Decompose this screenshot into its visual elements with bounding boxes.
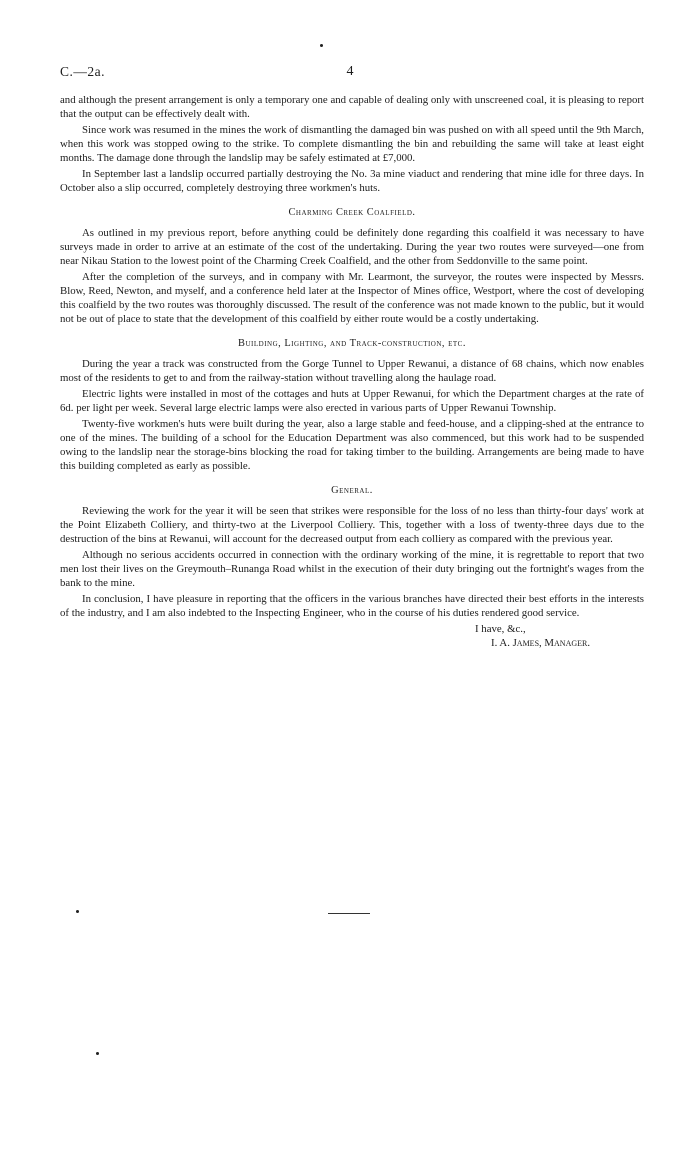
paragraph: During the year a track was constructed from the Gorge Tunnel to Upper Rewanui, a distance of 68 chains, which now enables most of the residents to get to and from the railway-station without travelling along the haulage road. — [60, 358, 644, 384]
scan-speck — [96, 1052, 99, 1055]
page-number: 4 — [346, 64, 354, 79]
paragraph: Reviewing the work for the year it will be seen that strikes were responsible for the loss of no less than thirty-four days' work at the Point Elizabeth Colliery, and thirty-two at the Liverpool Colliery. This, together with a loss of twenty-three days due to the destruction of the bins at Rewanui, will account for the decreased output from each colliery as compared with the previous year. — [60, 505, 644, 545]
scan-speck — [76, 910, 79, 913]
paragraph: Electric lights were installed in most of the cottages and huts at Upper Rewanui, for which the Department charges at the rate of 6d. per light per week. Several large electric lamps were also erected in various parts of Upper Rewanui Township. — [60, 388, 644, 414]
paragraph: In September last a landslip occurred partially destroying the No. 3a mine viaduct and rendering that mine idle for three days. In October also a slip occurred, completely destroying three workmen's huts. — [60, 168, 644, 194]
section-heading-charming-creek: Charming Creek Coalfield. — [288, 207, 416, 218]
closing-line: I have, &c., — [475, 623, 526, 635]
paragraph: After the completion of the surveys, and in company with Mr. Learmont, the surveyor, the routes were inspected by Messrs. Blow, Reed, Newton, and myself, and a conference held later at the Inspector of Mines office, Westport, where the cost of developing this coalfield by the two routes was thoroughly discussed. The result of the conference was not made known to the public, but it would not be out of place to state that the development of this coalfield by either route would be a costly undertaking. — [60, 271, 644, 325]
document-reference: C.—2a. — [60, 64, 105, 79]
paragraph: Twenty-five workmen's huts were built during the year, also a large stable and feed-house, and a clipping-shed at the entrance to one of the mines. The building of a school for the Education Department was also commenced, but this work had to be suspended owing to the landslip near the storage-bins blocking the road for taking timber to the building. Arrangements are being made to have this building completed as early as possible. — [60, 418, 644, 472]
scan-speck — [320, 44, 323, 47]
section-heading-building: Building, Lighting, and Track-construction, etc. — [238, 338, 466, 349]
paragraph: Since work was resumed in the mines the work of dismantling the damaged bin was pushed on with all speed until the 9th March, when this work was stopped owing to the strike. To complete dismantling the bin and rebuilding the same will take at least eight months. The damage done through the landslip may be safely estimated at £7,000. — [60, 124, 644, 164]
signoff — [60, 622, 644, 650]
body-text — [60, 93, 644, 650]
signature: I. A. James, Manager. — [491, 637, 591, 649]
paragraph: As outlined in my previous report, before anything could be definitely done regarding this coalfield it was necessary to have surveys made in order to arrive at an estimate of the cost of the undertaking. During the year two routes were surveyed—one from near Nikau Station to the lowest point of the Charming Creek Coalfield, and the other from Seddonville to the same point. — [60, 227, 644, 267]
paragraph: In conclusion, I have pleasure in reporting that the officers in the various branches have directed their best efforts in the interests of the industry, and I am also indebted to the Inspecting Engineer, who in the course of his duties rendered good service. — [60, 593, 644, 619]
paragraph: and although the present arrangement is only a temporary one and capable of dealing only with unscreened coal, it is pleasing to report that the output can be effectively dealt with. — [60, 94, 644, 120]
section-heading-general: General. — [331, 485, 373, 496]
end-rule — [328, 913, 370, 914]
paragraph: Although no serious accidents occurred in connection with the ordinary working of the mine, it is regrettable to report that two men lost their lives on the Greymouth–Runanga Road whilst in the execution of their duty bringing out the fortnight's wages from the bank to the mine. — [60, 549, 644, 589]
